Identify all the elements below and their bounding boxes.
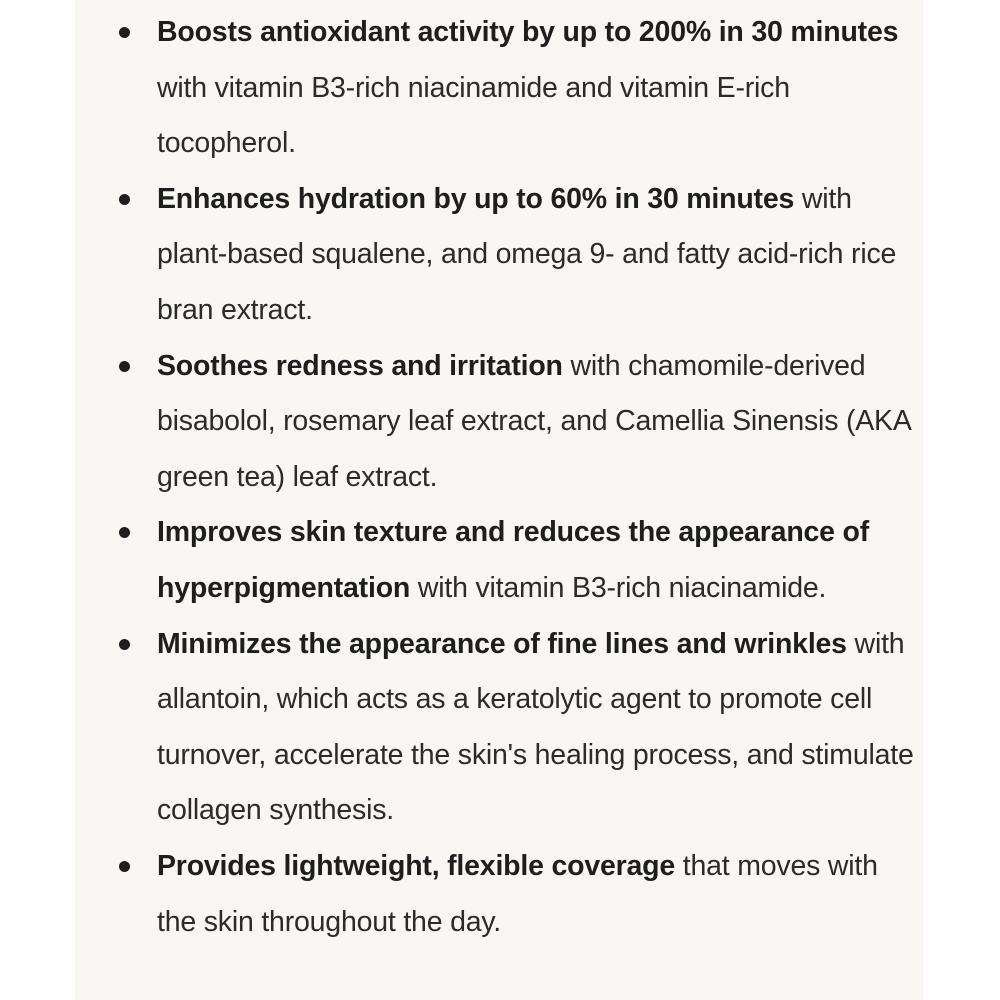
benefits-list [75, 5, 923, 950]
benefit-item-fine-lines [75, 617, 923, 839]
benefit-highlight: Enhances hydration by up to 60% in 30 minutes [157, 182, 795, 215]
bullet-dot-icon [119, 861, 130, 872]
bullet-dot-icon [119, 527, 130, 538]
bullet-dot-icon [119, 27, 130, 38]
bullet-dot-icon [119, 639, 130, 650]
benefit-highlight: Minimizes the appearance of fine lines and wrinkles [157, 627, 847, 660]
benefit-item-antioxidant [75, 5, 923, 172]
benefit-description: with vitamin B3-rich niacinamide and vitamin E-rich tocopherol. [157, 71, 790, 160]
benefit-description: that moves with the skin throughout the day. [157, 849, 878, 938]
benefit-description: with chamomile-derived bisabolol, rosemary leaf extract, and Camellia Sinensis (AKA green tea) leaf extract. [157, 349, 911, 493]
benefit-description: with vitamin B3-rich niacinamide. [410, 571, 827, 604]
benefit-highlight: Provides lightweight, flexible coverage [157, 849, 676, 882]
benefit-highlight: Boosts antioxidant activity by up to 200% in 30 minutes [157, 16, 899, 48]
benefit-item-hydration [75, 172, 923, 339]
benefit-item-coverage [75, 839, 923, 950]
benefit-description: with allantoin, which acts as a keratolytic agent to promote cell turnover, accelerate the skin's healing process, and stimulate collagen synthesis. [157, 627, 914, 827]
bullet-dot-icon [119, 361, 130, 372]
benefit-highlight: Improves skin texture and reduces the appearance of hyperpigmentation [157, 516, 870, 604]
benefit-description: with plant-based squalene, and omega 9- and fatty acid-rich rice bran extract. [157, 182, 897, 326]
benefit-item-soothing [75, 339, 923, 506]
benefit-highlight: Soothes redness and irritation [157, 349, 563, 382]
content-panel [75, 0, 923, 1000]
bullet-dot-icon [119, 194, 130, 205]
benefit-item-texture [75, 505, 923, 616]
